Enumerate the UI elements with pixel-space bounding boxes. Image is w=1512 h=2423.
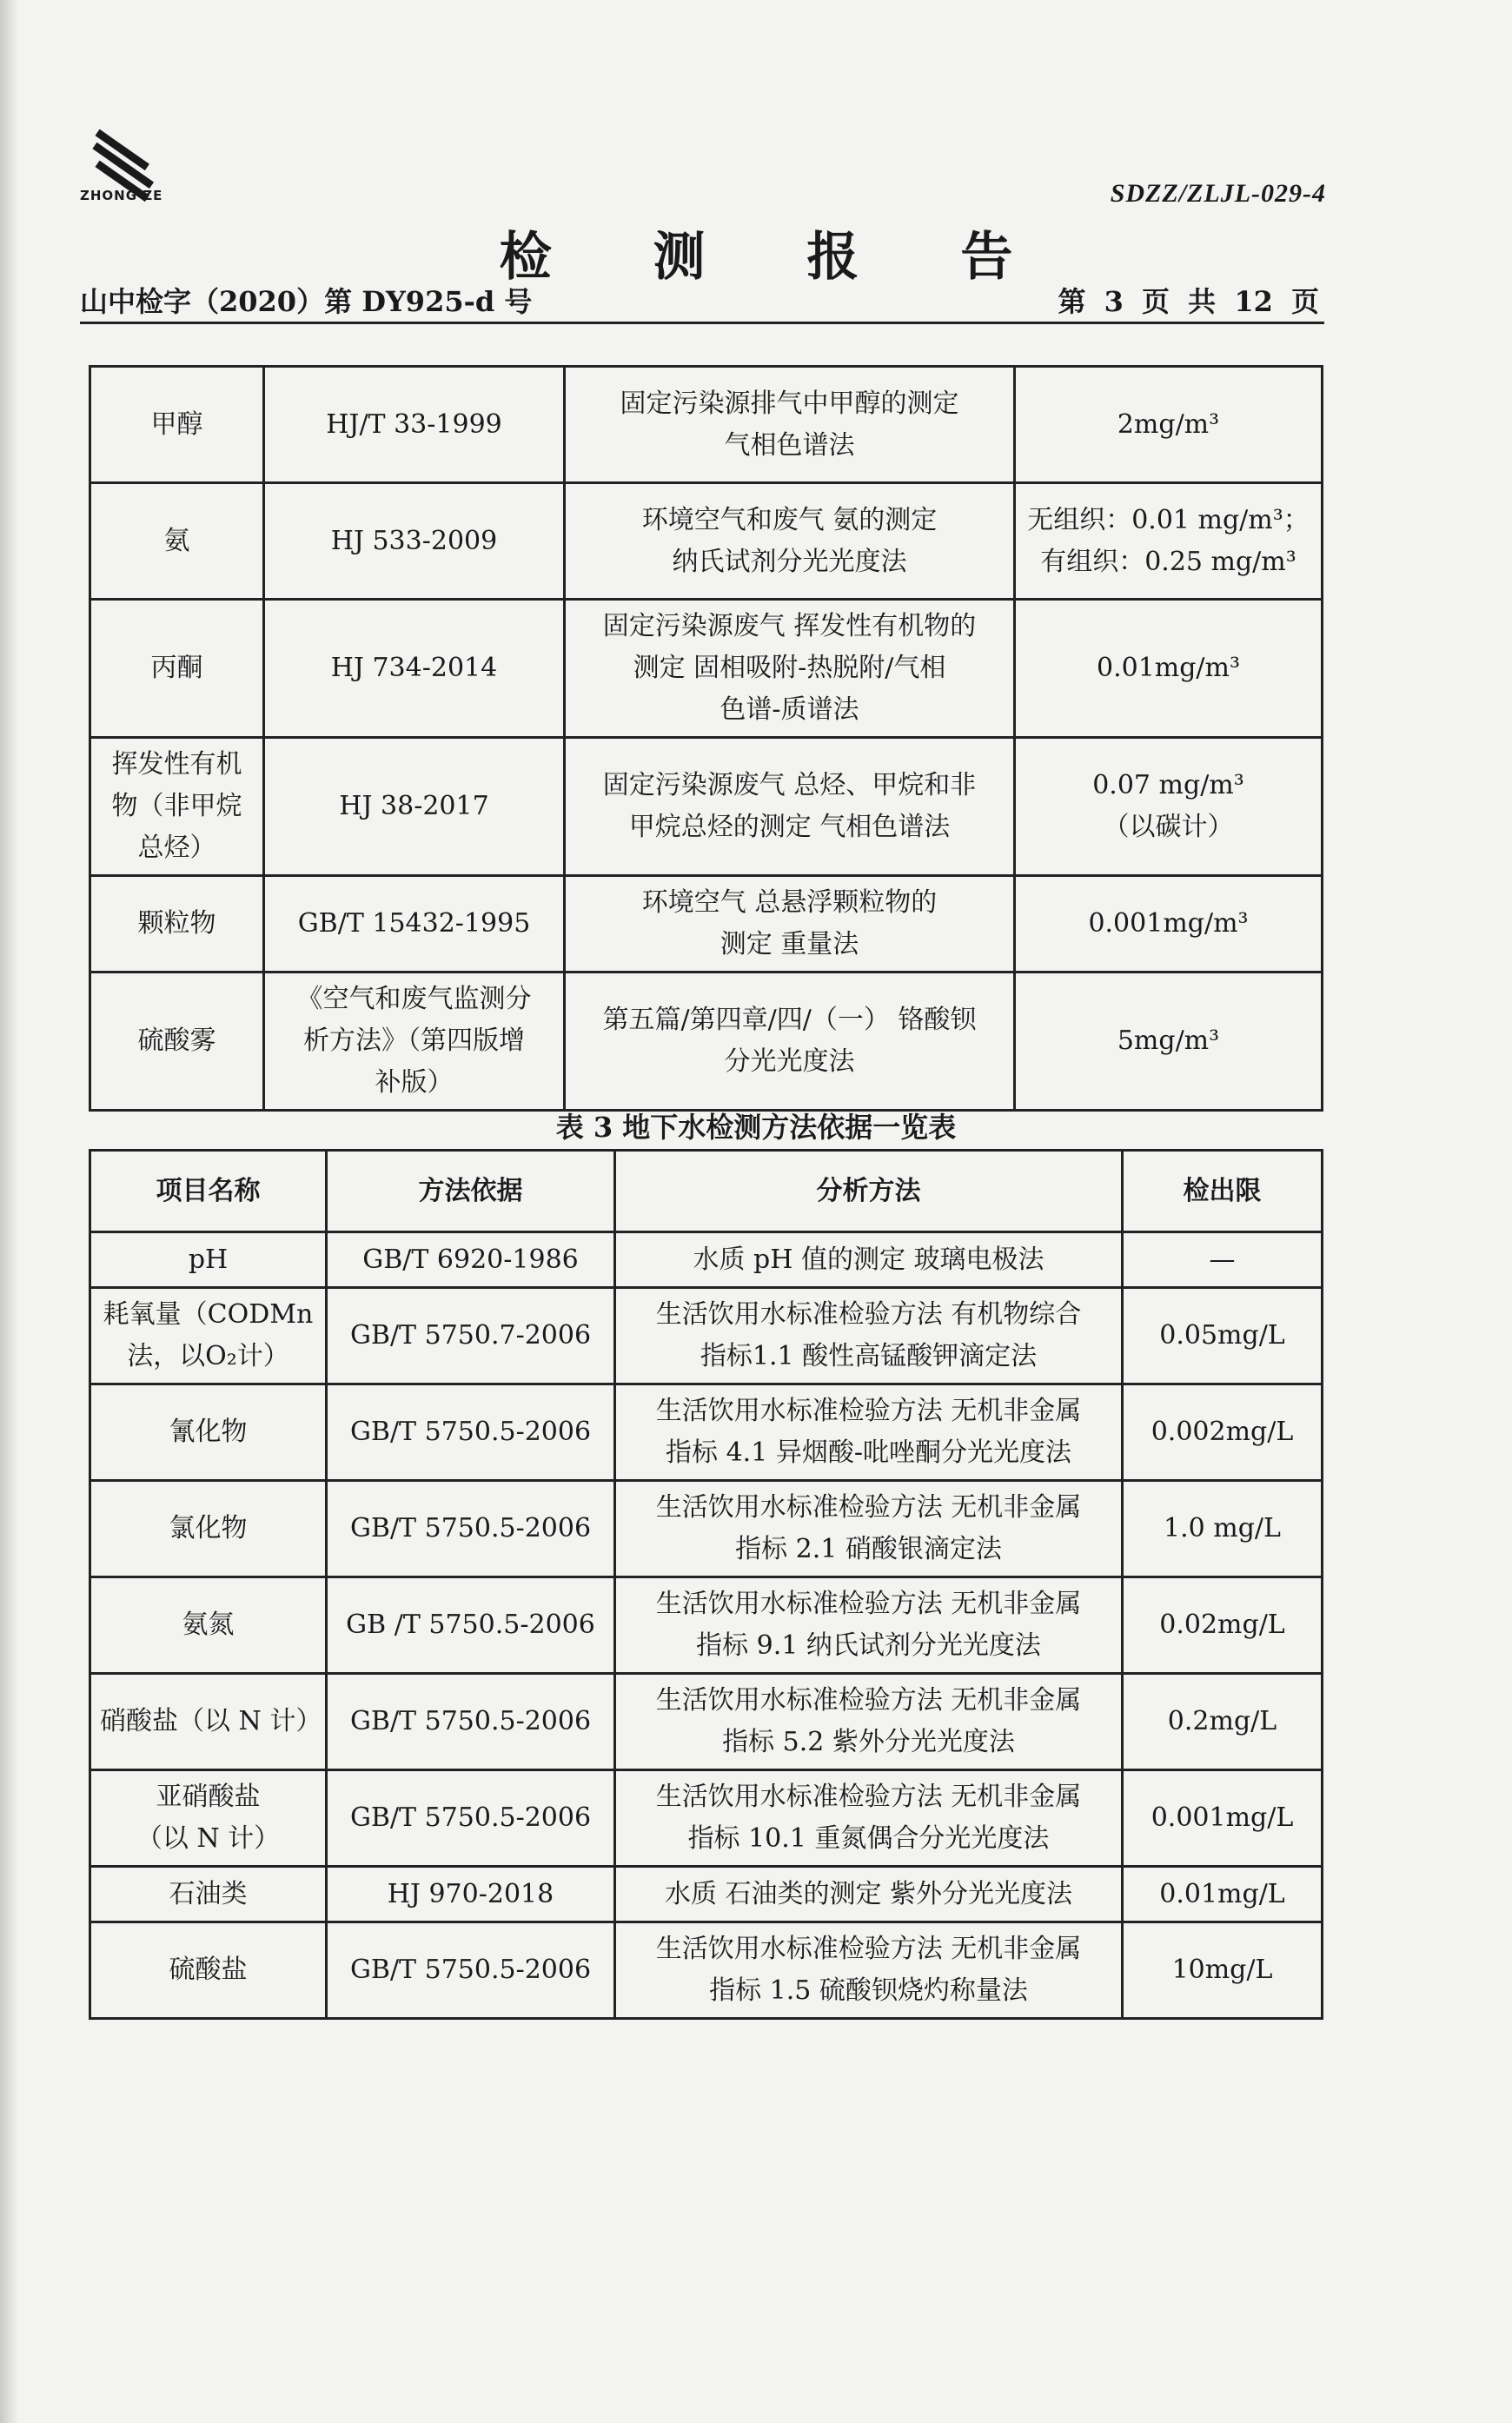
- logo-text: ZHONG ZE: [80, 188, 163, 203]
- table-header-row: [90, 1151, 1323, 1232]
- cell-item: [90, 1674, 327, 1770]
- cell-item: [90, 1384, 327, 1481]
- cell-text: 0.002mg/L: [1151, 1417, 1294, 1447]
- scan-shadow-edge: [0, 0, 19, 2423]
- cell-text: HJ 533-2009: [330, 525, 498, 556]
- cell-limit: [1123, 1481, 1323, 1577]
- table-row: [90, 367, 1323, 483]
- cell-text: GB/T 6920-1986: [362, 1244, 579, 1275]
- cell-text: GB/T 5750.5-2006: [349, 1513, 592, 1543]
- cell-method: [615, 1867, 1123, 1922]
- cell-text: 氰化物: [169, 1417, 248, 1447]
- cell-item: [90, 1577, 327, 1674]
- document-code: SDZZ/ZLJL-029-4: [1110, 179, 1326, 208]
- cell-text: 法，以O₂计）: [127, 1341, 289, 1371]
- cell-limit: [1123, 1922, 1323, 2019]
- cell-text: 0.05mg/L: [1159, 1320, 1285, 1351]
- cell-text: 指标 5.2 紫外分光光度法: [722, 1727, 1015, 1757]
- cell-method: [615, 1232, 1123, 1288]
- cell-limit: [1123, 1288, 1323, 1384]
- cell-limit: [1123, 1384, 1323, 1481]
- cell-basis: [327, 1577, 615, 1674]
- header-divider: [80, 322, 1324, 324]
- cell-text: 气相色谱法: [724, 429, 855, 461]
- table-row: [90, 1288, 1323, 1384]
- cell-basis: [264, 876, 565, 973]
- cell-text: GB/T 5750.5-2006: [349, 1417, 592, 1447]
- cell-method: [565, 876, 1015, 973]
- table-row: [90, 1770, 1323, 1867]
- cell-method: [565, 973, 1015, 1111]
- cell-text: 0.02mg/L: [1159, 1610, 1285, 1640]
- cell-text: —: [1209, 1244, 1236, 1275]
- cell-text: 硫酸盐: [169, 1955, 248, 1985]
- cell-text: 环境空气和废气 氨的测定: [641, 504, 938, 535]
- cell-text: 5mg/m³: [1117, 1026, 1220, 1056]
- column-header-method: 分析方法: [615, 1151, 1123, 1232]
- cell-text: GB/T 5750.7-2006: [349, 1320, 592, 1351]
- table-row: [90, 1232, 1323, 1288]
- cell-item: [90, 1481, 327, 1577]
- cell-item: [90, 1922, 327, 2019]
- cell-text: 石油类: [169, 1878, 248, 1909]
- cell-text: 生活饮用水标准检验方法 无机非金属: [655, 1685, 1082, 1716]
- cell-text: 丙酮: [150, 653, 203, 683]
- cell-limit: [1015, 600, 1323, 738]
- cell-text: 无组织：0.01 mg/m³；: [1027, 504, 1310, 535]
- cell-item: [90, 1232, 327, 1288]
- cell-text: pH: [188, 1244, 229, 1275]
- cell-text: 指标1.1 酸性高锰酸钾滴定法: [700, 1341, 1038, 1371]
- cell-method: [615, 1674, 1123, 1770]
- table-row: [90, 973, 1323, 1111]
- cell-text: 硫酸雾: [137, 1026, 216, 1056]
- cell-limit: [1123, 1770, 1323, 1867]
- cell-text: 生活饮用水标准检验方法 有机物综合: [655, 1299, 1082, 1330]
- cell-basis: [264, 483, 565, 600]
- column-header-item: 项目名称: [90, 1151, 327, 1232]
- report-title: 检 测 报 告: [499, 227, 1055, 288]
- cell-basis: [264, 738, 565, 876]
- cell-text: 亚硝酸盐: [156, 1782, 261, 1812]
- cell-text: 补版）: [375, 1067, 454, 1098]
- cell-text: 0.001mg/L: [1151, 1802, 1294, 1833]
- cell-text: 0.01mg/L: [1159, 1878, 1285, 1909]
- cell-item: [90, 1770, 327, 1867]
- cell-method: [565, 600, 1015, 738]
- cell-basis: [264, 973, 565, 1111]
- cell-text: 10mg/L: [1171, 1955, 1273, 1985]
- cell-method: [565, 483, 1015, 600]
- cell-method: [565, 738, 1015, 876]
- table-row: [90, 483, 1323, 600]
- cell-text: 析方法》（第四版增: [303, 1026, 525, 1056]
- table3-caption: 表 3 地下水检测方法依据一览表: [555, 1111, 957, 1144]
- cell-text: GB/T 5750.5-2006: [349, 1706, 592, 1736]
- cell-method: [615, 1922, 1123, 2019]
- page-number: 第 3 页 共 12 页: [1058, 285, 1319, 318]
- cell-item: [90, 1288, 327, 1384]
- cell-method: [615, 1770, 1123, 1867]
- cell-text: 颗粒物: [137, 908, 216, 939]
- cell-text: （以碳计）: [1103, 812, 1234, 842]
- cell-text: 分光光度法: [724, 1046, 855, 1077]
- cell-text: 水质 pH 值的测定 玻璃电极法: [693, 1244, 1044, 1275]
- cell-text: 氨氮: [182, 1610, 235, 1640]
- column-header-limit: 检出限: [1123, 1151, 1323, 1232]
- cell-text: 甲烷总烃的测定 气相色谱法: [628, 812, 951, 842]
- cell-text: 第五篇/第四章/四/（一） 铬酸钡: [602, 1005, 977, 1035]
- cell-text: 水质 石油类的测定 紫外分光光度法: [664, 1878, 1073, 1909]
- cell-limit: [1123, 1577, 1323, 1674]
- cell-text: 指标 4.1 异烟酸-吡唑酮分光光度法: [666, 1437, 1071, 1468]
- cell-basis: [264, 367, 565, 483]
- table-row: [90, 738, 1323, 876]
- groundwater-methods-table: [89, 1149, 1323, 2020]
- cell-basis: [327, 1867, 615, 1922]
- cell-text: 固定污染源废气 挥发性有机物的: [602, 611, 977, 641]
- table-row: [90, 876, 1323, 973]
- cell-text: GB/T 15432-1995: [297, 908, 531, 939]
- cell-text: 固定污染源排气中甲醇的测定: [620, 388, 959, 419]
- cell-text: 挥发性有机: [111, 749, 242, 780]
- cell-method: [615, 1288, 1123, 1384]
- report-number: 山中检字（2020）第 DY925-d 号: [80, 285, 533, 318]
- cell-text: 0.01mg/m³: [1096, 653, 1241, 683]
- cell-text: GB/T 5750.5-2006: [349, 1802, 592, 1833]
- table-row: [90, 1577, 1323, 1674]
- cell-item: [90, 483, 264, 600]
- cell-text: 氯化物: [169, 1513, 248, 1543]
- cell-item: [90, 876, 264, 973]
- cell-text: 色谱-质谱法: [720, 694, 859, 725]
- cell-text: 有组织：0.25 mg/m³: [1040, 546, 1296, 577]
- cell-text: 指标 2.1 硝酸银滴定法: [735, 1534, 1002, 1564]
- cell-text: 甲醇: [150, 408, 203, 440]
- cell-basis: [327, 1481, 615, 1577]
- table-row: [90, 1481, 1323, 1577]
- cell-text: 纳氏试剂分光光度法: [672, 546, 907, 577]
- cell-text: （以 N 计）: [136, 1823, 281, 1854]
- cell-text: 测定 固相吸附-热脱附/气相: [633, 653, 946, 683]
- cell-text: 生活饮用水标准检验方法 无机非金属: [655, 1396, 1082, 1426]
- cell-basis: [327, 1288, 615, 1384]
- cell-text: 生活饮用水标准检验方法 无机非金属: [655, 1934, 1082, 1964]
- cell-text: HJ 734-2014: [330, 653, 498, 683]
- cell-basis: [327, 1232, 615, 1288]
- table-row: [90, 1674, 1323, 1770]
- cell-text: 测定 重量法: [720, 929, 859, 959]
- table-row: [90, 1384, 1323, 1481]
- table-row: [90, 1867, 1323, 1922]
- cell-text: HJ 38-2017: [339, 791, 489, 821]
- cell-text: 2mg/m³: [1117, 408, 1220, 440]
- cell-text: GB /T 5750.5-2006: [346, 1610, 595, 1640]
- cell-limit: [1015, 876, 1323, 973]
- cell-method: [615, 1384, 1123, 1481]
- cell-limit: [1123, 1232, 1323, 1288]
- cell-text: 物（非甲烷: [111, 791, 242, 821]
- cell-limit: [1123, 1674, 1323, 1770]
- cell-limit: [1015, 367, 1323, 483]
- cell-text: 指标 9.1 纳氏试剂分光光度法: [696, 1630, 1041, 1661]
- column-header-basis: 方法依据: [327, 1151, 615, 1232]
- cell-basis: [264, 600, 565, 738]
- cell-text: 总烃）: [137, 833, 216, 863]
- cell-item: [90, 738, 264, 876]
- cell-item: [90, 973, 264, 1111]
- cell-item: [90, 600, 264, 738]
- cell-item: [90, 367, 264, 483]
- cell-text: 固定污染源废气 总烃、甲烷和非: [602, 770, 977, 800]
- cell-text: 环境空气 总悬浮颗粒物的: [641, 887, 938, 918]
- air-methods-table: [89, 365, 1323, 1112]
- table-row: [90, 600, 1323, 738]
- cell-text: 生活饮用水标准检验方法 无机非金属: [655, 1589, 1082, 1619]
- cell-item: [90, 1867, 327, 1922]
- cell-method: [615, 1481, 1123, 1577]
- cell-method: [565, 367, 1015, 483]
- cell-text: 指标 10.1 重氮偶合分光光度法: [687, 1823, 1050, 1854]
- cell-text: 1.0 mg/L: [1164, 1513, 1281, 1543]
- cell-basis: [327, 1922, 615, 2019]
- cell-basis: [327, 1384, 615, 1481]
- cell-text: 0.07 mg/m³: [1092, 770, 1244, 800]
- table-row: [90, 1922, 1323, 2019]
- cell-text: 氨: [163, 525, 190, 556]
- cell-text: 生活饮用水标准检验方法 无机非金属: [655, 1492, 1082, 1523]
- cell-text: 0.001mg/m³: [1088, 908, 1249, 939]
- cell-text: HJ/T 33-1999: [326, 408, 502, 440]
- cell-limit: [1015, 483, 1323, 600]
- cell-basis: [327, 1770, 615, 1867]
- cell-method: [615, 1577, 1123, 1674]
- cell-text: 0.2mg/L: [1167, 1706, 1277, 1736]
- cell-text: GB/T 5750.5-2006: [349, 1955, 592, 1985]
- cell-text: 耗氧量（CODMn: [103, 1299, 314, 1330]
- cell-basis: [327, 1674, 615, 1770]
- cell-text: 指标 1.5 硫酸钡烧灼称量法: [709, 1975, 1028, 2006]
- cell-limit: [1123, 1867, 1323, 1922]
- cell-text: 硝酸盐（以 N 计）: [100, 1706, 322, 1736]
- cell-text: 《空气和废气监测分: [296, 984, 532, 1014]
- cell-text: HJ 970-2018: [387, 1878, 554, 1909]
- cell-text: 生活饮用水标准检验方法 无机非金属: [655, 1782, 1082, 1812]
- cell-limit: [1015, 738, 1323, 876]
- cell-limit: [1015, 973, 1323, 1111]
